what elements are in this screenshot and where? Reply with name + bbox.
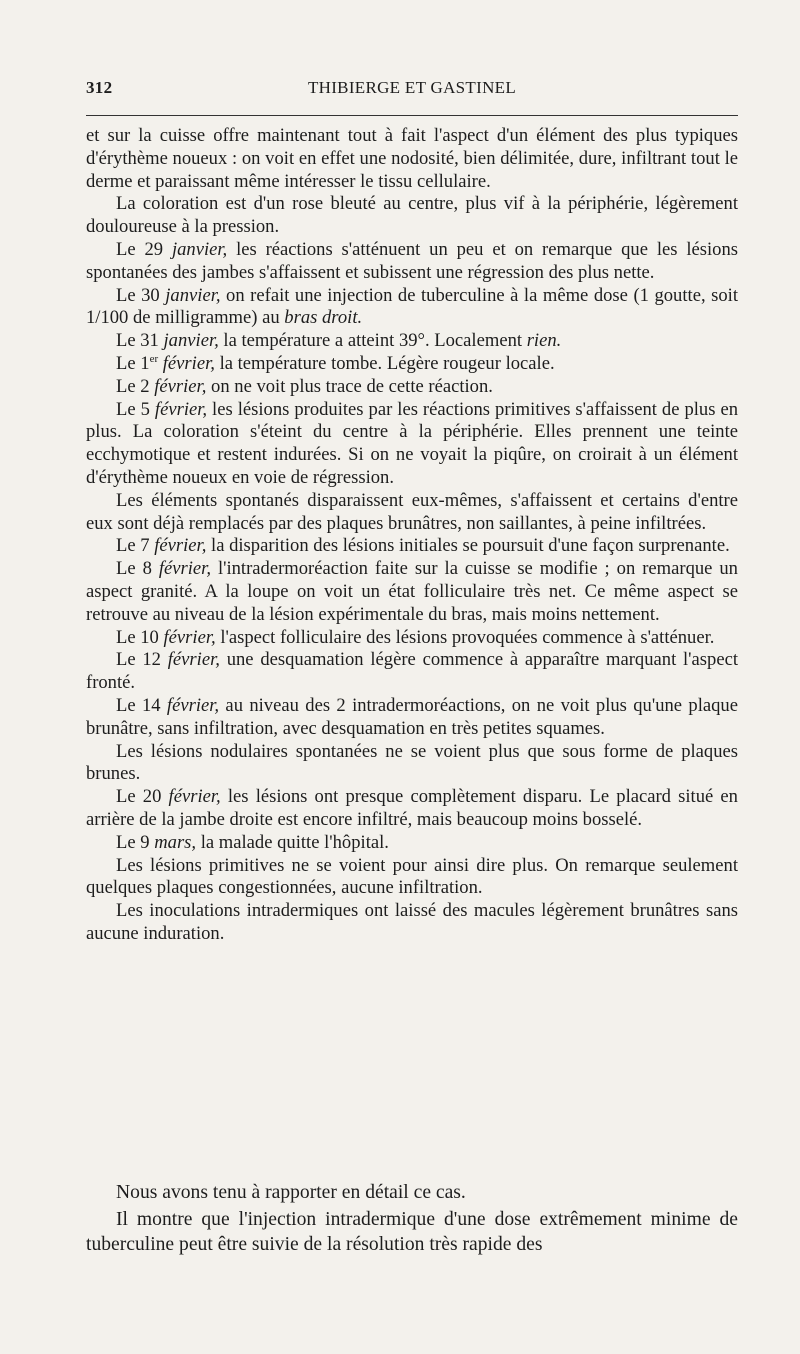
italic-text: bras droit. [284,307,363,329]
italic-text: février, [162,352,215,374]
italic-text: février, [166,694,220,716]
italic-text: rien. [526,330,562,352]
italic-text: janvier, [163,330,219,352]
paragraph [86,399,738,490]
text-segment: la disparition des lésions initiales se poursuit d'une façon surprenante. [206,535,730,557]
paragraph [86,285,738,331]
italic-text: janvier, [171,238,228,260]
text-segment: Il montre que l'injection intradermique d'une dose extrêmement minime de tuberculine peut être suivie de la résolution très rapide des [86,1209,738,1255]
text-segment: Le 12 [116,649,168,671]
text-segment: on ne voit plus trace de cette réaction. [206,375,493,397]
italic-text: janvier, [165,284,221,306]
page-number: 312 [86,78,113,97]
paragraph [86,855,738,901]
paragraph [86,125,738,193]
conclusion-paragraph [86,1207,738,1257]
paragraph [86,695,738,741]
text-segment: Nous avons tenu à rapporter en détail ce cas. [116,1182,466,1203]
italic-text: février, [154,398,208,420]
text-segment: Le 9 [116,831,155,853]
text-segment: les lésions ont presque complètement disparu. Le placard situé en arrière de la jambe droite est encore infiltré, mais beaucoup moins bosselé. [86,786,738,830]
paragraph [86,376,738,399]
paragraph [86,193,738,239]
text-segment: Le 20 [116,786,169,808]
paragraph [86,649,738,695]
text-segment: la malade quitte l'hôpital. [196,831,389,853]
paragraph [86,239,738,285]
text-segment: Le 5 [116,398,155,420]
running-head: THIBIERGE ET GASTINEL [307,78,517,97]
italic-text: février, [167,649,220,671]
text-segment: Le 10 [116,626,164,648]
text-segment: Le 29 [116,238,172,260]
italic-text: février, [154,535,207,557]
conclusion-paragraph [86,1180,738,1205]
text-segment: les réactions s'atténuent un peu et on remarque que les lésions spontanées des jambes s'affaissent et subissent une régression des plus nette. [86,238,738,283]
text-segment: l'aspect folliculaire des lésions provoquées commence à s'atténuer. [215,626,715,648]
text-segment: Le 7 [116,535,155,557]
text-segment: Le 30 [116,284,166,306]
text-segment: Le 1 [116,352,150,374]
text-segment: la température a atteint 39°. Localement [218,330,527,352]
italic-text: février, [168,786,221,808]
paragraph [86,832,738,855]
italic-text: février, [163,626,216,648]
paragraph [86,741,738,787]
text-segment: une desquamation légère commence à apparaître marquant l'aspect fronté. [86,649,738,694]
text-segment: Les lésions primitives ne se voient pour ainsi dire plus. On remarque seulement quelques plaques congestionnées, aucune infiltration. [86,854,738,899]
paragraph [86,786,738,832]
text-segment: les lésions produites par les réactions primitives s'affaissent de plus en plus. La coloration s'éteint du centre à la périphérie. Elles prennent une teinte ecchymotique et restent indurées. Si on ne voyait la piqûre, on croirait à un élément d'érythème noueux en voie de régression. [86,398,738,488]
text-segment: Le 31 [116,330,164,352]
paragraph [86,535,738,558]
text-segment: Le 14 [116,694,167,716]
text-segment: La coloration est d'un rose bleuté au centre, plus vif à la périphérie, légèrement douloureuse à la pression. [86,193,738,238]
header-rule [86,115,738,116]
text-segment: on refait une injection de tuberculine à la même dose (1 goutte, soit 1/100 de milligramme) au [86,284,738,329]
paragraph [86,490,738,536]
paragraph [86,330,738,353]
text-segment: Les inoculations intradermiques ont laissé des macules légèrement brunâtres sans aucune induration. [86,900,738,944]
text-segment: l'intradermoréaction faite sur la cuisse se modifie ; on remarque un aspect granité. A la loupe on voit un état folliculaire très net. Ce même aspect se retrouve au niveau de la lésion expérimentale du bras, mais moins nettement. [86,558,738,625]
text-segment: Les éléments spontanés disparaissent eux-mêmes, s'affaissent et certains d'entre eux sont déjà remplacés par des plaques brunâtres, non saillantes, à peine infiltrées. [86,489,738,534]
text-segment: au niveau des 2 intradermoréactions, on ne voit plus qu'une plaque brunâtre, sans infiltration, avec desquamation en très petites squames. [86,694,738,739]
case-report-body [86,125,738,946]
text-segment: Les lésions nodulaires spontanées ne se voient plus que sous forme de plaques brunes. [86,740,738,785]
paragraph [86,558,738,626]
text-segment: la température tombe. Légère rougeur locale. [214,352,555,374]
text-segment: Le 2 [116,375,155,397]
superscript-text: er [149,352,159,365]
text-segment: et sur la cuisse offre maintenant tout à fait l'aspect d'un élément des plus typiques d'érythème noueux : on voit en effet une nodosité, bien délimitée, dure, infiltrant tout le derme et paraissant même intéresser le tissu cellulaire. [86,125,738,192]
page-header [86,78,738,108]
italic-text: février, [158,558,211,580]
text-segment: Le 8 [116,558,159,580]
conclusion-text [86,1180,738,1259]
paragraph [86,627,738,650]
italic-text: février, [154,375,207,397]
paragraph [86,900,738,946]
paragraph [86,353,738,376]
italic-text: mars, [154,831,197,853]
